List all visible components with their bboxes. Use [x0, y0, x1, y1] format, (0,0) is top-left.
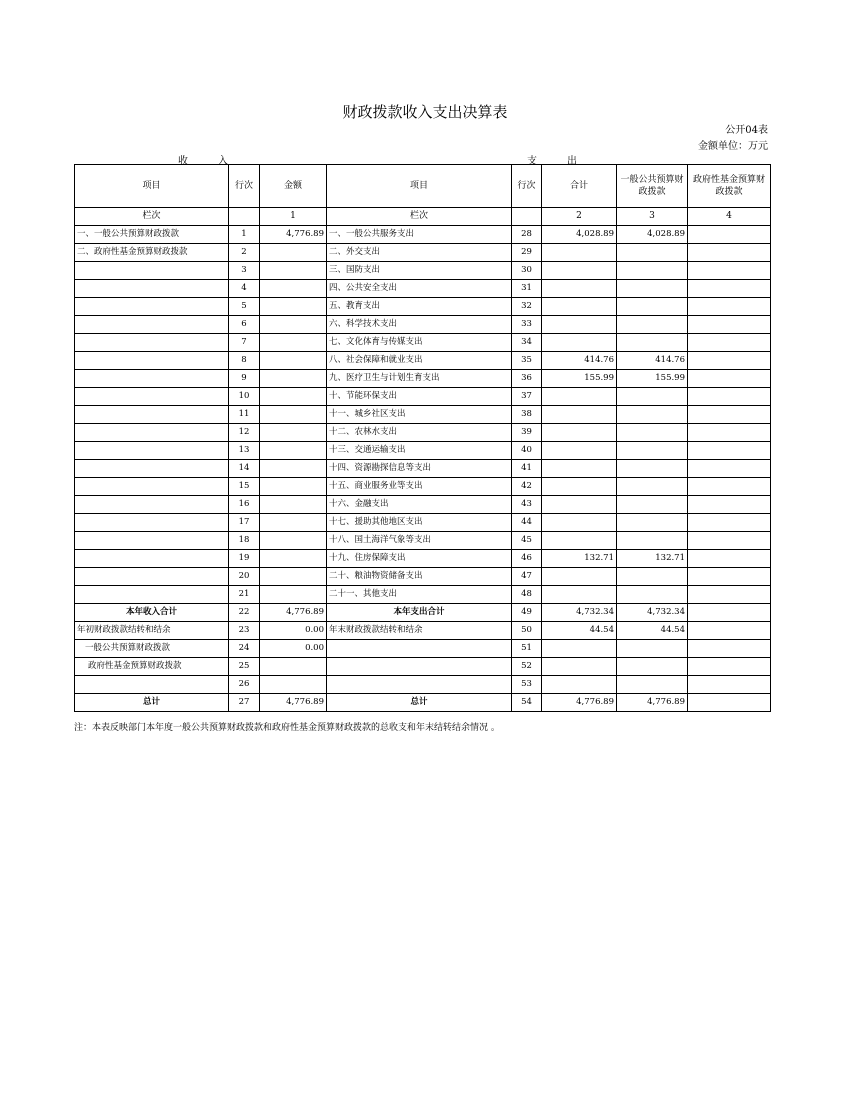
expense-general-budget	[617, 658, 688, 676]
income-item	[75, 514, 229, 532]
expense-item: 十二、农林水支出	[327, 424, 512, 442]
income-row-no: 25	[229, 658, 260, 676]
expense-general-budget	[617, 640, 688, 658]
income-row-no: 4	[229, 280, 260, 298]
income-item	[75, 442, 229, 460]
income-amount	[260, 514, 327, 532]
expense-gov-fund	[688, 352, 771, 370]
income-item	[75, 676, 229, 694]
expense-gov-fund	[688, 424, 771, 442]
expense-gov-fund	[688, 460, 771, 478]
expense-gov-fund	[688, 388, 771, 406]
income-amount	[260, 370, 327, 388]
expense-total: 132.71	[542, 550, 617, 568]
column-number-row	[75, 208, 771, 226]
header-row	[75, 165, 771, 208]
income-row-no: 11	[229, 406, 260, 424]
expense-general-budget	[617, 244, 688, 262]
income-item	[75, 532, 229, 550]
expense-gov-fund	[688, 478, 771, 496]
expense-total	[542, 496, 617, 514]
table-row	[75, 586, 771, 604]
expense-total	[542, 298, 617, 316]
income-amount	[260, 676, 327, 694]
column-number-fund: 4	[688, 208, 771, 226]
expense-gov-fund	[688, 406, 771, 424]
expense-total: 4,732.34	[542, 604, 617, 622]
expense-item: 十五、商业服务业等支出	[327, 478, 512, 496]
column-number-label: 栏次	[75, 208, 229, 226]
expense-total	[542, 424, 617, 442]
income-row-no: 1	[229, 226, 260, 244]
expense-general-budget	[617, 568, 688, 586]
expense-general-budget	[617, 478, 688, 496]
income-amount: 0.00	[260, 640, 327, 658]
expense-gov-fund	[688, 694, 771, 712]
income-row-no: 16	[229, 496, 260, 514]
expense-total	[542, 676, 617, 694]
expense-general-budget	[617, 460, 688, 478]
expense-row-no: 37	[512, 388, 542, 406]
expense-row-no: 41	[512, 460, 542, 478]
income-item: 一、一般公共预算财政拨款	[75, 226, 229, 244]
expense-gov-fund	[688, 298, 771, 316]
table-row	[75, 298, 771, 316]
expense-row-no: 44	[512, 514, 542, 532]
expense-gov-fund	[688, 226, 771, 244]
expense-gov-fund	[688, 586, 771, 604]
expense-total	[542, 532, 617, 550]
income-amount	[260, 586, 327, 604]
income-item	[75, 388, 229, 406]
expense-general-budget	[617, 334, 688, 352]
expense-total	[542, 280, 617, 298]
income-row-no: 15	[229, 478, 260, 496]
expense-general-budget: 44.54	[617, 622, 688, 640]
income-item	[75, 334, 229, 352]
expense-item: 十九、住房保障支出	[327, 550, 512, 568]
expense-general-budget	[617, 388, 688, 406]
expense-total	[542, 334, 617, 352]
header-gov-fund: 政府性基金预算财政拨款	[688, 165, 771, 208]
income-amount	[260, 424, 327, 442]
income-amount: 4,776.89	[260, 226, 327, 244]
income-row-no: 13	[229, 442, 260, 460]
expense-item: 六、科学技术支出	[327, 316, 512, 334]
expense-gov-fund	[688, 370, 771, 388]
income-item	[75, 370, 229, 388]
expense-item: 十八、国土海洋气象等支出	[327, 532, 512, 550]
expense-row-no: 49	[512, 604, 542, 622]
table-row	[75, 226, 771, 244]
table-row	[75, 478, 771, 496]
income-item	[75, 280, 229, 298]
expense-gov-fund	[688, 442, 771, 460]
subtotal-row	[75, 604, 771, 622]
income-row-no: 8	[229, 352, 260, 370]
income-item	[75, 586, 229, 604]
income-amount	[260, 478, 327, 496]
expense-item: 五、教育支出	[327, 298, 512, 316]
table-row	[75, 352, 771, 370]
header-expense-item: 项目	[327, 165, 512, 208]
expense-item: 七、文化体育与传媒支出	[327, 334, 512, 352]
income-section-label: 收 入	[178, 156, 228, 167]
expense-item	[327, 640, 512, 658]
expense-total	[542, 568, 617, 586]
expense-item	[327, 676, 512, 694]
income-amount	[260, 496, 327, 514]
income-amount	[260, 388, 327, 406]
expense-total	[542, 406, 617, 424]
page-title: 财政拨款收入支出决算表	[342, 103, 508, 121]
expense-row-no: 34	[512, 334, 542, 352]
expense-total	[542, 658, 617, 676]
expense-general-budget: 4,028.89	[617, 226, 688, 244]
expense-item: 本年支出合计	[327, 604, 512, 622]
income-row-no: 14	[229, 460, 260, 478]
header-expense-row-no: 行次	[512, 165, 542, 208]
income-row-no: 24	[229, 640, 260, 658]
expense-gov-fund	[688, 568, 771, 586]
expense-total	[542, 478, 617, 496]
income-row-no: 7	[229, 334, 260, 352]
table-row	[75, 280, 771, 298]
expense-total: 44.54	[542, 622, 617, 640]
income-item	[75, 550, 229, 568]
income-row-no: 21	[229, 586, 260, 604]
expense-row-no: 33	[512, 316, 542, 334]
expense-total: 414.76	[542, 352, 617, 370]
expense-item: 一、一般公共服务支出	[327, 226, 512, 244]
header-general-budget: 一般公共预算财政拨款	[617, 165, 688, 208]
expense-row-no: 52	[512, 658, 542, 676]
expense-gov-fund	[688, 280, 771, 298]
expense-gov-fund	[688, 658, 771, 676]
expense-gov-fund	[688, 514, 771, 532]
expense-item: 四、公共安全支出	[327, 280, 512, 298]
expense-total	[542, 244, 617, 262]
table-row	[75, 334, 771, 352]
expense-general-budget	[617, 586, 688, 604]
income-amount	[260, 442, 327, 460]
expense-item: 二十、粮油物资储备支出	[327, 568, 512, 586]
expense-general-budget: 4,732.34	[617, 604, 688, 622]
table-row	[75, 406, 771, 424]
table-row	[75, 550, 771, 568]
expense-item: 九、医疗卫生与计划生育支出	[327, 370, 512, 388]
income-row-no: 3	[229, 262, 260, 280]
income-item	[75, 406, 229, 424]
income-item: 政府性基金预算财政拨款	[75, 658, 229, 676]
form-code: 公开04表	[725, 125, 768, 136]
income-amount	[260, 550, 327, 568]
income-amount	[260, 334, 327, 352]
expense-item: 二、外交支出	[327, 244, 512, 262]
expense-item: 年末财政拨款结转和结余	[327, 622, 512, 640]
expense-gov-fund	[688, 532, 771, 550]
income-item	[75, 316, 229, 334]
expense-row-no: 42	[512, 478, 542, 496]
income-amount	[260, 532, 327, 550]
header-income-item: 项目	[75, 165, 229, 208]
income-row-no: 9	[229, 370, 260, 388]
expense-item: 十七、援助其他地区支出	[327, 514, 512, 532]
expense-row-no: 39	[512, 424, 542, 442]
expense-row-no: 28	[512, 226, 542, 244]
carry-row	[75, 622, 771, 640]
expense-gov-fund	[688, 676, 771, 694]
grand-total-row	[75, 694, 771, 712]
income-item: 二、政府性基金预算财政拨款	[75, 244, 229, 262]
appropriation-table	[74, 164, 771, 712]
income-amount	[260, 460, 327, 478]
expense-total: 4,776.89	[542, 694, 617, 712]
income-amount	[260, 658, 327, 676]
expense-total: 155.99	[542, 370, 617, 388]
income-item	[75, 460, 229, 478]
expense-row-no: 36	[512, 370, 542, 388]
table-row	[75, 316, 771, 334]
expense-general-budget	[617, 298, 688, 316]
expense-item: 二十一、其他支出	[327, 586, 512, 604]
column-number-general: 3	[617, 208, 688, 226]
expense-row-no: 35	[512, 352, 542, 370]
carry-row	[75, 658, 771, 676]
income-amount: 4,776.89	[260, 604, 327, 622]
income-item: 总计	[75, 694, 229, 712]
income-item	[75, 478, 229, 496]
expense-item: 十、节能环保支出	[327, 388, 512, 406]
expense-gov-fund	[688, 622, 771, 640]
income-row-no: 26	[229, 676, 260, 694]
expense-total	[542, 460, 617, 478]
income-row-no: 5	[229, 298, 260, 316]
income-amount	[260, 298, 327, 316]
income-amount: 0.00	[260, 622, 327, 640]
income-amount	[260, 568, 327, 586]
income-row-no: 6	[229, 316, 260, 334]
expense-total	[542, 388, 617, 406]
expense-total	[542, 316, 617, 334]
table-row	[75, 532, 771, 550]
expense-section-label: 支 出	[527, 156, 577, 167]
expense-general-budget	[617, 406, 688, 424]
expense-general-budget	[617, 514, 688, 532]
expense-gov-fund	[688, 550, 771, 568]
table-row	[75, 424, 771, 442]
income-row-no: 18	[229, 532, 260, 550]
income-row-no: 20	[229, 568, 260, 586]
expense-gov-fund	[688, 334, 771, 352]
income-amount	[260, 352, 327, 370]
expense-total	[542, 640, 617, 658]
expense-row-no: 46	[512, 550, 542, 568]
expense-general-budget	[617, 532, 688, 550]
expense-row-no: 31	[512, 280, 542, 298]
amount-unit: 金额单位：万元	[698, 141, 768, 152]
table-row	[75, 442, 771, 460]
expense-row-no: 29	[512, 244, 542, 262]
expense-general-budget	[617, 496, 688, 514]
income-row-no: 12	[229, 424, 260, 442]
table-row	[75, 514, 771, 532]
expense-general-budget: 414.76	[617, 352, 688, 370]
expense-row-no: 53	[512, 676, 542, 694]
expense-general-budget	[617, 676, 688, 694]
income-amount	[260, 316, 327, 334]
expense-general-budget	[617, 316, 688, 334]
expense-item: 十四、资源勘探信息等支出	[327, 460, 512, 478]
expense-gov-fund	[688, 262, 771, 280]
expense-item: 总计	[327, 694, 512, 712]
expense-item: 十一、城乡社区支出	[327, 406, 512, 424]
expense-general-budget	[617, 442, 688, 460]
income-item	[75, 424, 229, 442]
expense-general-budget: 132.71	[617, 550, 688, 568]
income-row-no: 27	[229, 694, 260, 712]
expense-row-no: 45	[512, 532, 542, 550]
expense-gov-fund	[688, 316, 771, 334]
income-amount: 4,776.89	[260, 694, 327, 712]
income-item	[75, 352, 229, 370]
expense-row-no: 32	[512, 298, 542, 316]
expense-gov-fund	[688, 604, 771, 622]
carry-row	[75, 640, 771, 658]
income-amount	[260, 244, 327, 262]
expense-gov-fund	[688, 496, 771, 514]
table-row	[75, 496, 771, 514]
expense-item: 十三、交通运输支出	[327, 442, 512, 460]
income-item	[75, 262, 229, 280]
header-income-row-no: 行次	[229, 165, 260, 208]
expense-row-no: 54	[512, 694, 542, 712]
expense-row-no: 43	[512, 496, 542, 514]
header-amount: 金额	[260, 165, 327, 208]
expense-total	[542, 586, 617, 604]
income-row-no: 17	[229, 514, 260, 532]
column-number-amount: 1	[260, 208, 327, 226]
column-number-label: 栏次	[327, 208, 512, 226]
expense-gov-fund	[688, 244, 771, 262]
expense-item: 三、国防支出	[327, 262, 512, 280]
expense-item	[327, 658, 512, 676]
expense-total: 4,028.89	[542, 226, 617, 244]
expense-general-budget	[617, 280, 688, 298]
expense-general-budget: 155.99	[617, 370, 688, 388]
income-amount	[260, 280, 327, 298]
expense-row-no: 30	[512, 262, 542, 280]
expense-total	[542, 442, 617, 460]
income-amount	[260, 262, 327, 280]
table-row	[75, 460, 771, 478]
table-row	[75, 370, 771, 388]
header-total: 合计	[542, 165, 617, 208]
expense-general-budget	[617, 424, 688, 442]
income-item	[75, 298, 229, 316]
table-row	[75, 388, 771, 406]
expense-general-budget	[617, 262, 688, 280]
expense-row-no: 47	[512, 568, 542, 586]
table-row	[75, 568, 771, 586]
income-row-no: 23	[229, 622, 260, 640]
expense-row-no: 51	[512, 640, 542, 658]
expense-item: 十六、金融支出	[327, 496, 512, 514]
income-item	[75, 568, 229, 586]
column-number-total: 2	[542, 208, 617, 226]
income-row-no: 10	[229, 388, 260, 406]
expense-row-no: 38	[512, 406, 542, 424]
income-item: 一般公共预算财政拨款	[75, 640, 229, 658]
footnote: 注：本表反映部门本年度一般公共预算财政拨款和政府性基金预算财政拨款的总收支和年末结转结余情况 。	[74, 723, 500, 733]
income-item	[75, 496, 229, 514]
expense-total	[542, 262, 617, 280]
expense-gov-fund	[688, 640, 771, 658]
expense-general-budget: 4,776.89	[617, 694, 688, 712]
income-row-no: 2	[229, 244, 260, 262]
expense-row-no: 40	[512, 442, 542, 460]
expense-row-no: 50	[512, 622, 542, 640]
income-row-no: 19	[229, 550, 260, 568]
income-amount	[260, 406, 327, 424]
expense-total	[542, 514, 617, 532]
income-row-no: 22	[229, 604, 260, 622]
table-row	[75, 262, 771, 280]
income-item: 本年收入合计	[75, 604, 229, 622]
table-row	[75, 244, 771, 262]
expense-item: 八、社会保障和就业支出	[327, 352, 512, 370]
expense-row-no: 48	[512, 586, 542, 604]
income-item: 年初财政拨款结转和结余	[75, 622, 229, 640]
carry-row	[75, 676, 771, 694]
